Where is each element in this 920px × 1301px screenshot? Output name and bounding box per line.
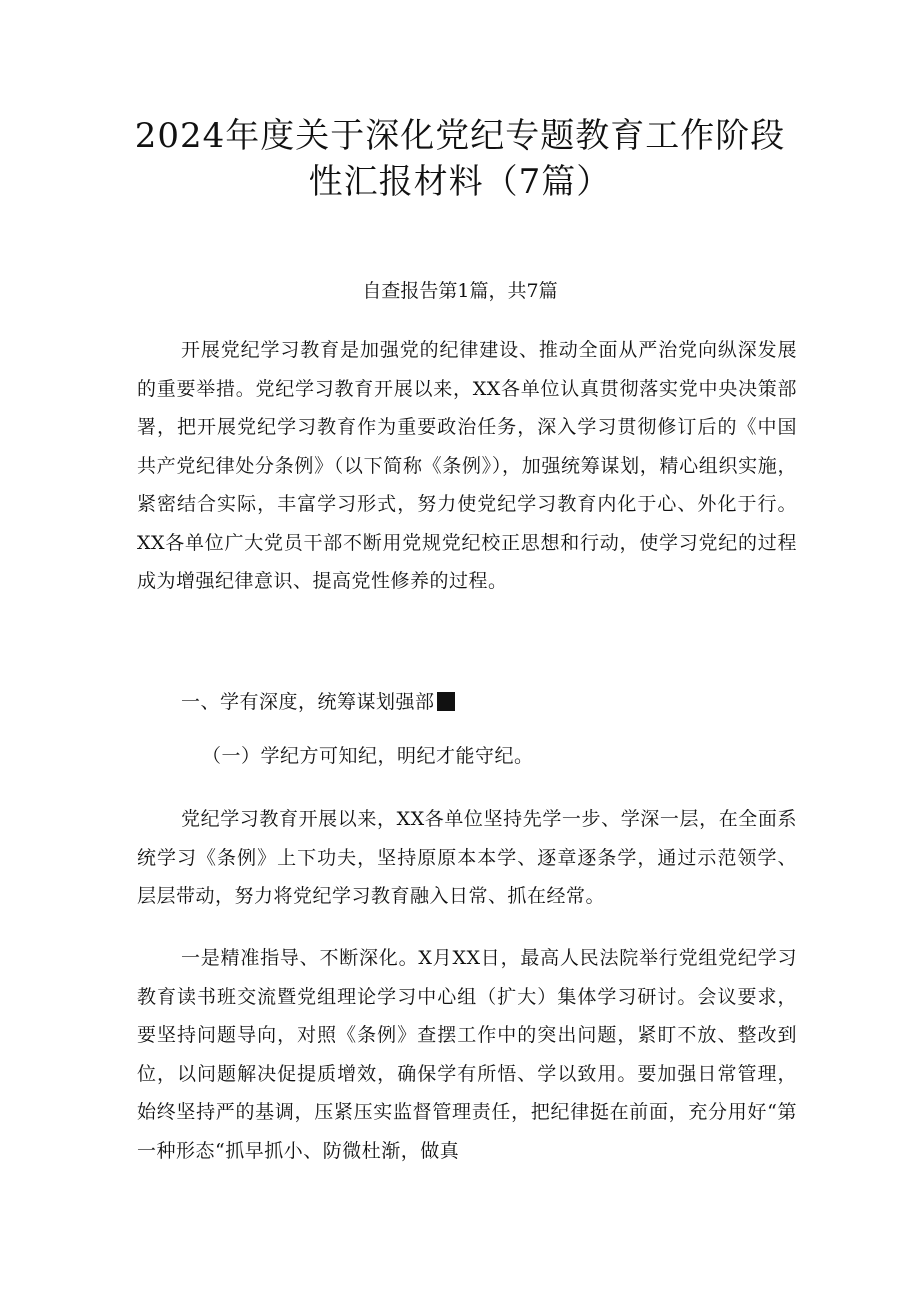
document-title-line-1: 2024年度关于深化党纪专题教育工作阶段	[134, 116, 786, 156]
body-paragraph-2: 党纪学习教育开展以来，XX各单位坚持先学一步、学深一层，在全面系统学习《条例》上下功夫，坚持原原本本学、逐章逐条学，通过示范领学、层层带动，努力将党纪学习教育融入日常、抓在经常。	[137, 808, 797, 907]
body-paragraph-3: 一是精准指导、不断深化。X月XX日，最高人民法院举行党组党纪学习教育读书班交流暨党组理论学习中心组（扩大）集体学习研讨。会议要求，要坚持问题导向，对照《条例》查摆工作中的突出问题，紧盯不放、整改到位，以问题解决促提质增效，确保学有所悟、学以致用。要加强日常管理，始终坚持严的基调，压紧压实监督管理责任，把纪律挺在前面，充分用好“第一种形态“抓早抓小、防微杜渐，做真	[137, 947, 797, 1162]
document-subtitle: 自查报告第1篇，共7篇	[362, 280, 558, 302]
subsection-heading-1: （一）学纪方可知纪，明纪才能守纪。	[202, 745, 534, 767]
section-heading-1-text: 一、学有深度，统筹谋划强部	[181, 691, 435, 713]
document-title-line-2: 性汇报材料（7篇）	[308, 162, 612, 202]
section-heading-1	[181, 687, 455, 717]
square-mark-icon	[437, 692, 455, 711]
body-paragraph-1: 开展党纪学习教育是加强党的纪律建设、推动全面从严治党向纵深发展的重要举措。党纪学习教育开展以来，XX各单位认真贯彻落实党中央决策部署，把开展党纪学习教育作为重要政治任务，深入学习贯彻修订后的《中国共产党纪律处分条例》（以下简称《条例》），加强统筹谋划，精心组织实施，紧密结合实际，丰富学习形式，努力使党纪学习教育内化于心、外化于行。XX各单位广大党员干部不断用党规党纪校正思想和行动，使学习党纪的过程成为增强纪律意识、提高党性修养的过程。	[137, 339, 797, 592]
